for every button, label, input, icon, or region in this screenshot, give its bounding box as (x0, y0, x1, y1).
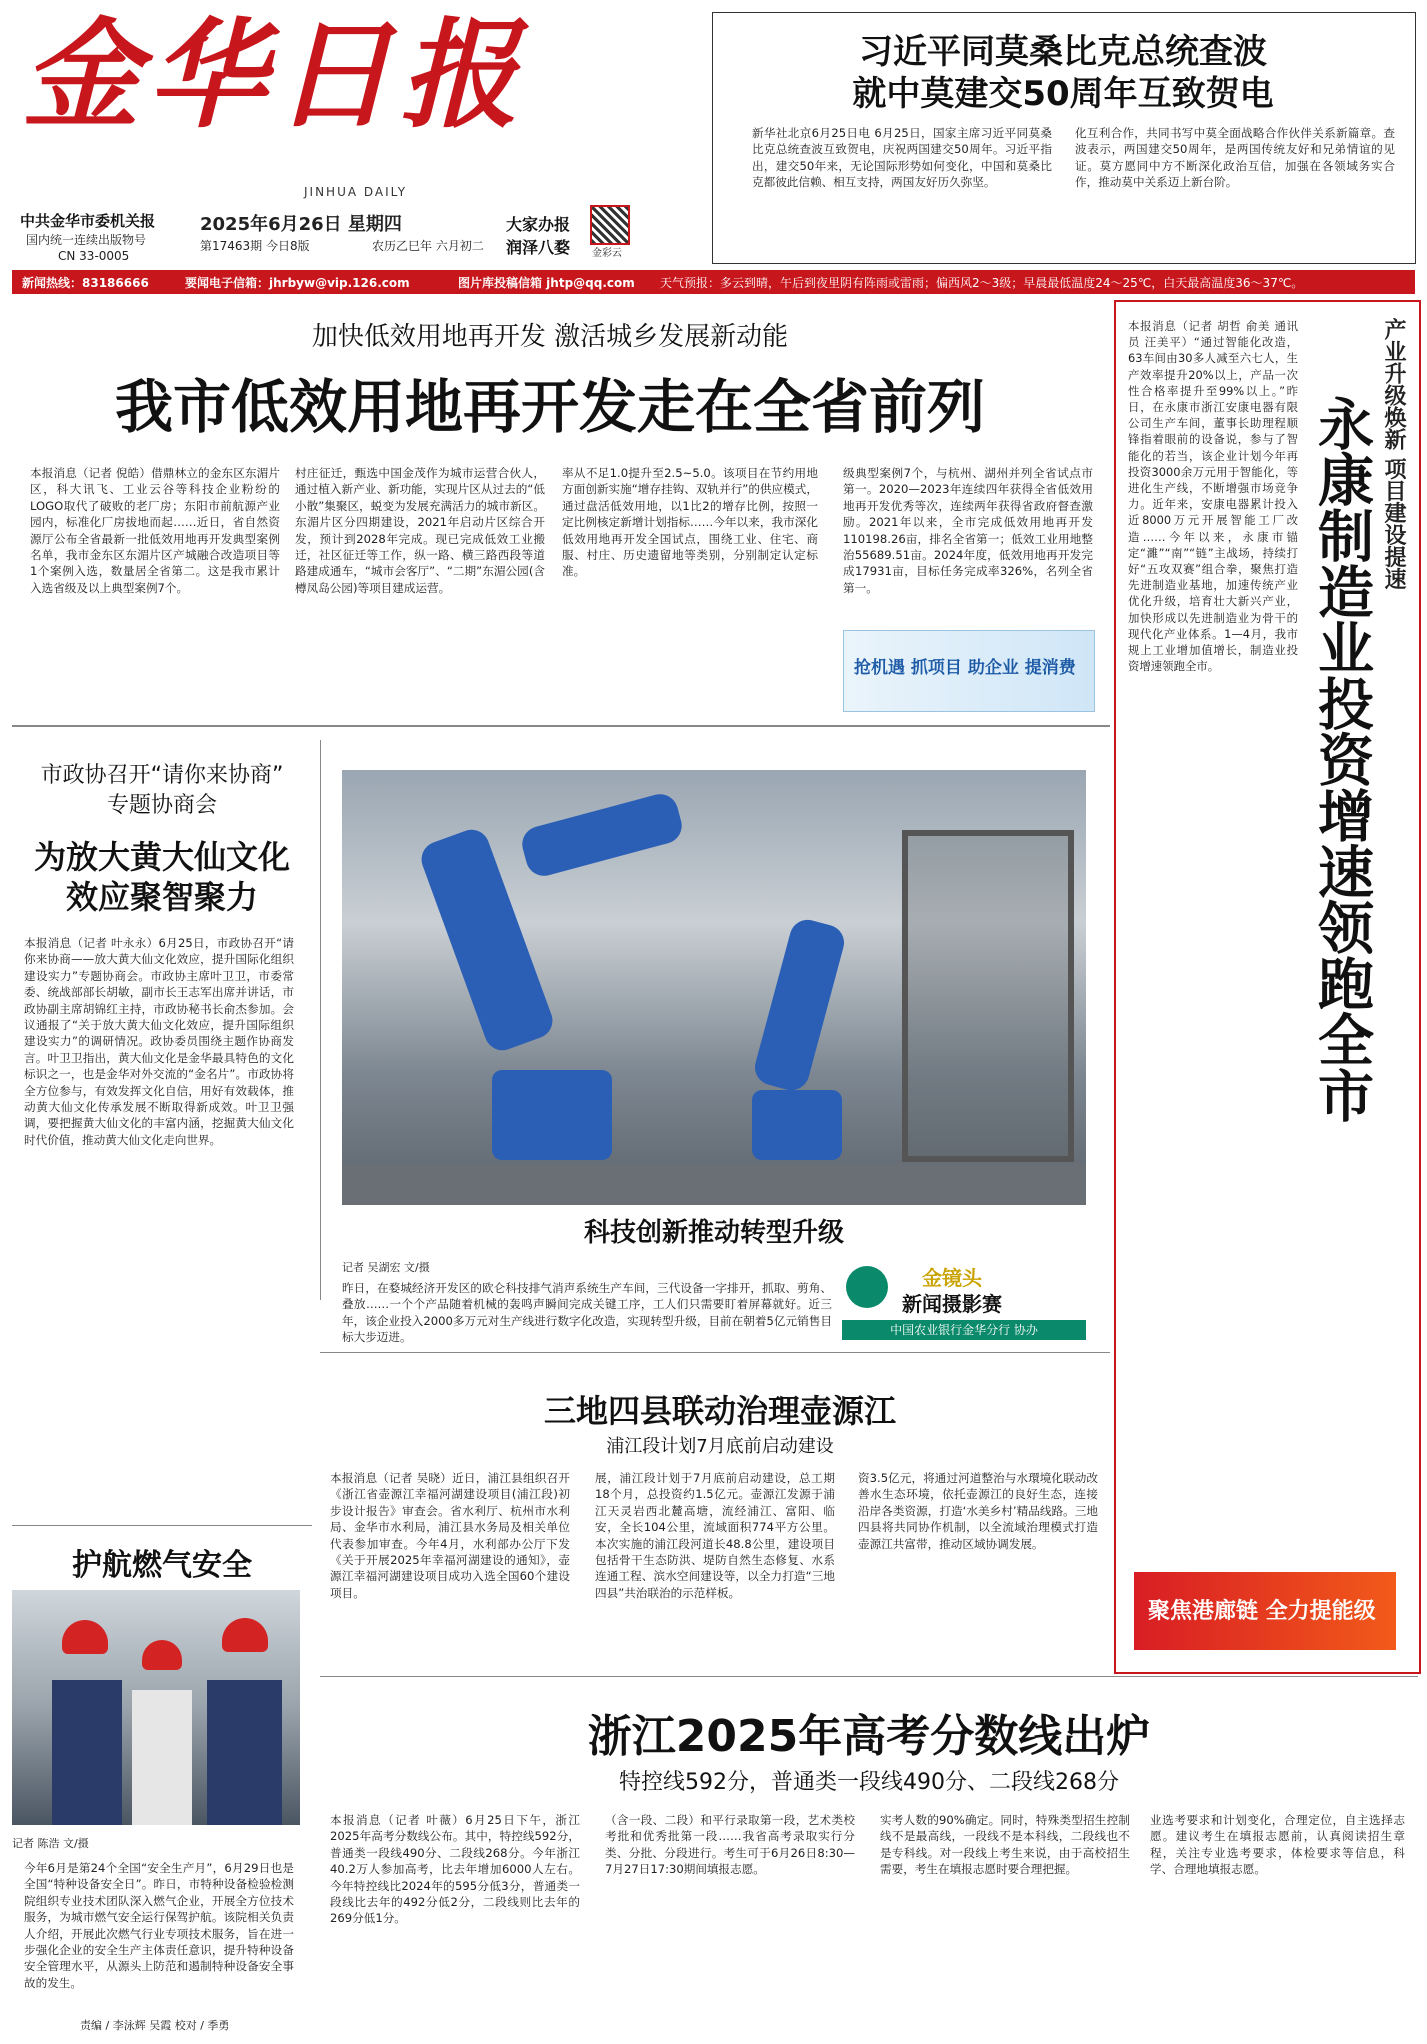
cn-number: CN 33-0005 (58, 249, 130, 263)
main-ad-text: 抢机遇 抓项目 助企业 提消费 (854, 658, 1076, 678)
slogan-2: 润泽八婺 (506, 238, 571, 257)
left-kicker-2: 专题协商会 (106, 793, 217, 818)
app-name: 金彩云 (592, 248, 622, 259)
right-story-body: 本报消息（记者 胡哲 俞美 通讯员 汪美平）“通过智能化改造，63车间由30多人减至六七人，生产效率提升20%以上，产品一次性合格率提升至99%以上。”昨日，在永康市浙江安康电器有限公司生产车间，董事长助理程顺锋指着眼前的设备说，参与了智能化的若当，该企业计划今年再投资3000余万元用于智能化，等进化生产线，不断增强市场竞争力。近年来，安康电器累计投入近8000万元开展智能工厂改造……今年以来，永康市锚定“濉”“南”“链”主战场，持续打好“五攻双赛”组合拳，聚焦打造先进制造业基地，加速传统产业优化升级，培育壮大新兴产业，加快形成以先进制造业为骨干的现代化产业体系。1—4月，我市规上工业增加值增长，制造业投资增速领跑全市。 (1128, 319, 1298, 674)
factory-robot-photo (342, 770, 1086, 1205)
exam-col-3: 实考人数的90%确定。同时，特殊类型招生控制线不是最高线，一段线不是本科线，二段线也不是专科线。对一段线上考生来说，由于高校招生需要，考生在填报志愿时要合理把握。 (880, 1813, 1130, 1877)
left-body: 本报消息（记者 叶永永）6月25日，市政协召开“请你来协商——放大黄大仙文化效应，提升国际化组织建设实力”专题协商会。市政协主席叶卫卫，市委常委、统战部部长胡敏，副市长王志军出席并讲话，市政协副主席胡锦红主持，市政协秘书长俞杰参加。会议通报了“关于放大黄大仙文化效应，提升国际组织建设实力”的调研情况。政协委员围绕主题作协商发言。叶卫卫指出，黄大仙文化是金华最具特色的文化标识之一，也是金华对外交流的“金名片”。市政协将全方位参与，有效发挥文化自信，用好有效载体，推动黄大仙文化传承发展不断取得新成效。叶卫卫强调，要把握黄大仙文化的丰富内涵，挖掘黄大仙文化时代价值，推动黄大仙文化走向世界。 (24, 936, 294, 1147)
worker-body-3 (207, 1680, 282, 1825)
top-news-title-2: 就中莫建交50周年互致贺电 (852, 74, 1274, 114)
left-title-2: 效应聚智聚力 (65, 878, 258, 916)
gas-photo-credit: 记者 陈浩 文/摄 (12, 1837, 89, 1850)
exam-title: 浙江2025年高考分数线出炉 (587, 1711, 1151, 1762)
info-email: 要闻电子信箱：jhrbyw@vip.126.com (185, 276, 410, 290)
sponsor-label: 中共金华市委机关报 (20, 212, 156, 230)
worker-body-2 (132, 1690, 192, 1825)
abc-bank-logo-icon (846, 1266, 888, 1308)
mid-col-1: 本报消息（记者 吴晓）近日，浦江县组织召开《浙江省壶源江幸福河湖建设项目(浦江段)初步设计报告》审查会。省水利厅、杭州市水利局、金华市水利局，浦江县水务局及相关单位代表参加审查。今年4月，水利部办公厅下发《关于开展2025年幸福河湖建设的通知》，壶源江幸福河湖建设项目成功入选全国60个建设项目。 (330, 1471, 570, 1600)
left-kicker-1: 市政协召开“请你来协商” (40, 763, 284, 788)
top-news-title-1: 习近平同莫桑比克总统查波 (859, 32, 1267, 72)
award-sponsor: 中国农业银行金华分行 协办 (842, 1320, 1086, 1340)
photo-description: 昨日，在婺城经济开发区的欧仑科技排气消声系统生产车间，三代设备一字排开，抓取、剪角、叠放……一个个产品随着机械的轰鸣声瞬间完成关键工序，工人们只需要盯着屏幕就好。近三年，该企业投入2000多万元对生产线进行数字化改造，实现转型升级，目前在朝着5亿元销售目标大步迈进。 (342, 1281, 832, 1345)
robot-base-1 (492, 1070, 612, 1160)
main-col-1: 本报消息（记者 倪皓）借鼎林立的金东区东湄片区，科大讯飞、工业云谷等科技企业粉纷的LOGO取代了破败的老厂房；东阳市前航源产业园内，标准化厂房拔地而起……近日，省自然资源厅公布全省最新一批低效用地再开发典型案例名单，我市金东区东湄片区产城融合改造项目等1个案例入选，数量居全省第二。这是我市累计入选省级及以上典型案例7个。 (30, 466, 280, 595)
exam-col-1: 本报消息（记者 叶薇）6月25日下午，浙江2025年高考分数线公布。其中，特控线592分，普通类一段线490分、二段线268分。今年浙江40.2万人参加高考，比去年增加6000人左右。今年特控线比2024年的595分低3分，普通类一段线比去年的492分低2分，二段线则比去年的269分低1分。 (330, 1813, 580, 1926)
lunar-date: 农历乙巳年 六月初二 (372, 239, 484, 253)
factory-floor (342, 1165, 1086, 1205)
main-col-2: 村庄征迁，甄选中国金茂作为城市运营合伙人，通过植入新产业、新功能，实现片区从过去的“低小散”集聚区，蜕变为发展充满活力的城市新区。东湄片区分四期建设，2021年启动片区综合开发，预计到2028年完成。现已完成低效工业搬迁，社区征迁等工作，纵一路、横三路西段等道路建成通车，“城市会客厅”、“二期”东湄公园(含樽凤岛公园)等项目建成运营。 (295, 466, 545, 595)
main-col-4: 级典型案例7个，与杭州、湖州并列全省试点市第一。2020—2023年连续四年获得全省低效用地再开发优秀等次，连续两年获得省政府督查激励。2021年以来，全市完成低效用地再开发110198.26亩，排名全省第一；低效工业用地整治55689.51亩。2024年度，低效用地再开发完成17931亩，目标任务完成率326%，名列全省第一。 (843, 466, 1093, 595)
info-hotline: 新闻热线：83186666 (22, 276, 149, 290)
robot-arm-3 (751, 916, 848, 1094)
top-news-body-2: 化互利合作，共同书写中莫全面战略合作伙伴关系新篇章。查波表示，两国建交50周年，是两国传统友好和兄弟情谊的见证。莫方愿同中方不断深化政治互信，加强在各领域务实合作，推动莫中关系迈上新台阶。 (1075, 126, 1395, 190)
gas-safety-body: 今年6月是第24个全国“安全生产月”，6月29日也是全国“特种设备安全日”。昨日，市特种设备检验检测院组织专业技术团队深入燃气企业，开展全方位技术服务，为城市燃气安全运行保驾护航。该院相关负责人介绍，开展此次燃气行业专项技术服务，旨在进一步强化企业的安全生产主体责任意识，提升特种设备安全管理水平，从源头上防范和遏制特种设备安全事故的发生。 (24, 1861, 294, 1990)
exam-col-2: （含一段、二段）和平行录取第一段，艺术类校考批和优秀批第一段……我省高考录取实行分类、分批、分段进行。考生可于6月26日8:30—7月27日17:30期间填报志愿。 (605, 1813, 855, 1877)
worker-helmet-1 (62, 1620, 108, 1654)
photo-credit: 记者 吴湖宏 文/摄 (342, 1261, 430, 1274)
award-title: 金镜头 (922, 1266, 982, 1290)
divider-main (12, 725, 1110, 727)
worker-body-1 (52, 1680, 122, 1825)
info-photo: 图片库投稿信箱 jhtp@qq.com (458, 276, 635, 290)
machine-frame (902, 830, 1074, 1162)
gas-safety-photo (12, 1590, 300, 1825)
worker-helmet-3 (222, 1618, 268, 1652)
main-title: 我市低效用地再开发走在全省前列 (114, 373, 985, 441)
worker-helmet-2 (142, 1640, 182, 1670)
photo-caption: 科技创新推动转型升级 (583, 1218, 844, 1248)
robot-arm-2 (518, 790, 685, 880)
issue-date: 2025年6月26日 星期四 (200, 214, 402, 235)
left-title-3: 护航燃气安全 (72, 1548, 252, 1583)
divider-mid (320, 1352, 1110, 1353)
exam-col-4: 业选考要求和计划变化，合理定位，自主选择志愿。建议考生在填报志愿前，认真阅读招生章程，关注专业选考要求，体检要求等信息，科学、合理地填报志愿。 (1150, 1813, 1405, 1877)
main-ad-banner[interactable] (843, 630, 1095, 712)
right-title: 永康制造业投资增速领跑全市 (1309, 395, 1374, 1123)
cn-label: 国内统一连续出版物号 (26, 233, 147, 247)
weather: 天气预报：多云到晴，午后到夜里阴有阵雨或雷雨；偏西风2～3级；早晨最低温度24～25℃，白天最高温度36～37℃。 (660, 276, 1304, 290)
robot-base-2 (752, 1090, 842, 1160)
right-ad-text: 聚焦港廊链 全力提能级 (1148, 1599, 1376, 1624)
editor-footer: 责编 / 李泳辉 吴霞 校对 / 季勇 (80, 2019, 230, 2032)
divider-center-left (320, 740, 321, 1300)
top-news-body-1: 新华社北京6月25日电 6月25日，国家主席习近平同莫桑比克总统查波互致贺电，庆祝两国建交50周年。习近平指出，建交50年来，无论国际形势如何变化，中国和莫桑比克都彼此信赖、相互支持，两国友好历久弥坚。 (752, 126, 1052, 190)
photo-award-box (842, 1258, 1086, 1342)
divider-left (12, 1525, 312, 1526)
logo-pinyin: JINHUA DAILY (304, 185, 408, 199)
qr-code-icon[interactable] (590, 205, 630, 245)
main-kicker: 加快低效用地再开发 激活城乡发展新动能 (311, 322, 789, 352)
divider-exam (320, 1676, 1418, 1677)
main-col-3: 率从不足1.0提升至2.5~5.0。该项目在节约用地方面创新实施“增存挂钩、双轨并行”的供应模式，通过盘活低效用地，以1比2的增存比例，按照一定比例核定新增计划指标……今年以来，我市深化低效用地再开发全国试点，围绕工业、住宅、商服、村庄、历史遗留地等类别，分别制定认定标准。 (562, 466, 818, 579)
right-ad-banner[interactable] (1134, 1572, 1396, 1650)
right-kicker: 产业升级焕新 项目建设提速 (1381, 318, 1406, 590)
mid-col-3: 资3.5亿元，将通过河道整治与水環境化联动改善水生态环境，依托壶源江的良好生态，连接沿岸各类资源，打造‘水美乡村’精品线路。三地四县将共同协作机制，以全流域治理模式打造壶源江共富带，推动区域协调发展。 (858, 1471, 1098, 1551)
mid-col-2: 展，浦江段计划于7月底前启动建设，总工期18个月，总投资约1.5亿元。壶源江发源于浦江天灵岩西北麓高塘，流经浦江、富阳、临安，全长104公里，流域面积774平方公里。本次实施的浦江段河道长48.8公里，建设项目包括骨干生态防洪、堤防自然生态修复、水系连通工程、滨水空间建设等，以全力打造“三地四县”共治联治的示范样板。 (595, 1471, 835, 1600)
newspaper-logo: 金华日报 (22, 5, 527, 144)
mid-title: 三地四县联动治理壶源江 (543, 1392, 896, 1430)
slogan-1: 大家办报 (506, 215, 571, 234)
issue-number: 第17463期 今日8版 (200, 239, 310, 253)
award-subtitle: 新闻摄影赛 (902, 1292, 1002, 1316)
left-title-1: 为放大黄大仙文化 (33, 838, 290, 876)
mid-subtitle: 浦江段计划7月底前启动建设 (606, 1436, 834, 1457)
exam-subtitle: 特控线592分，普通类一段线490分、二段线268分 (619, 1770, 1119, 1795)
